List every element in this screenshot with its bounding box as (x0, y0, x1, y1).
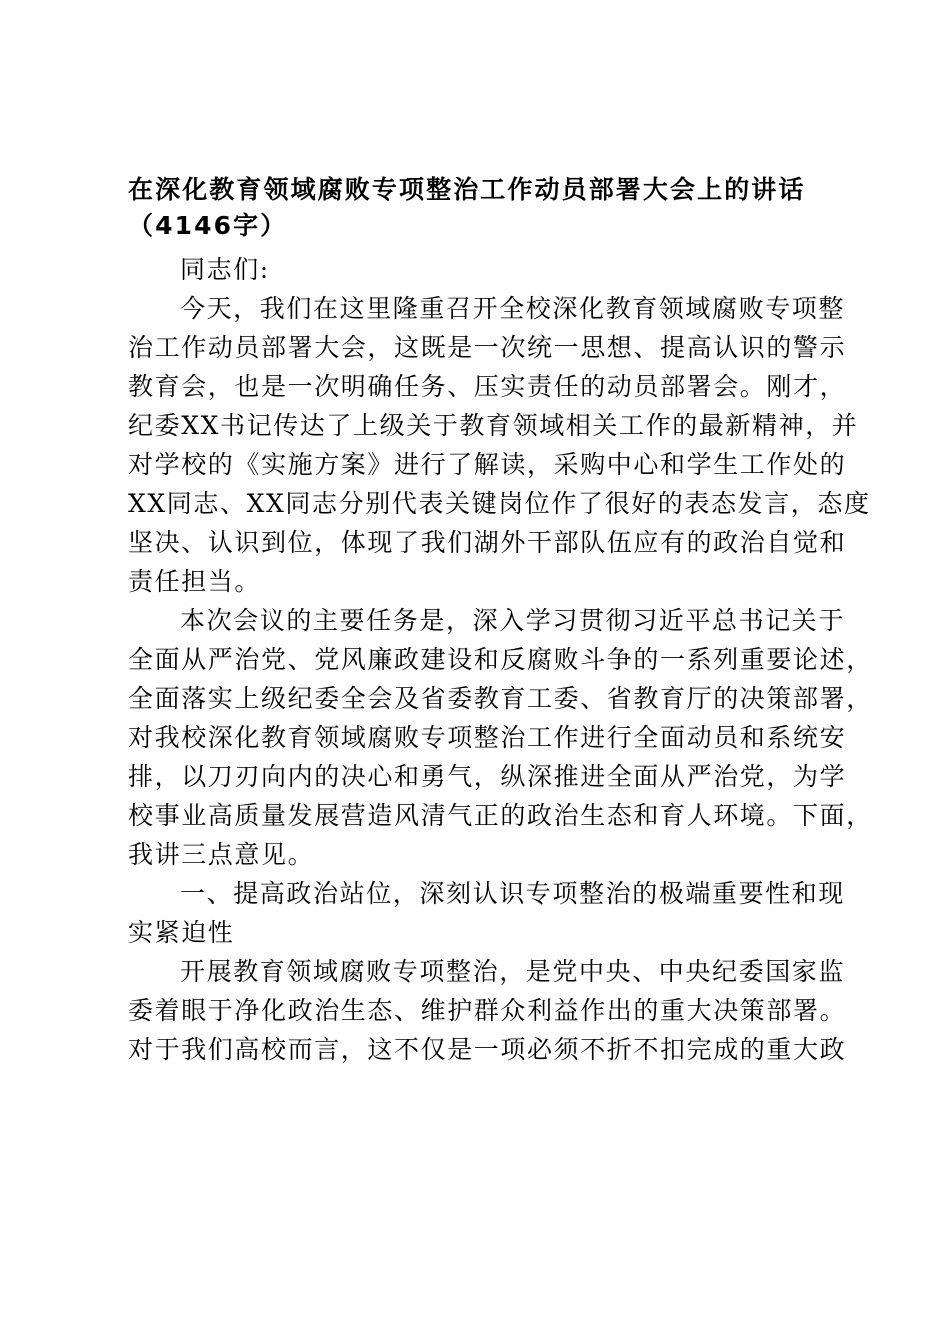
greeting (128, 250, 840, 289)
paragraph-line: 本次会议的主要任务是，深入学习贯彻习近平总书记关于 (180, 606, 846, 635)
paragraph-line: 全面落实上级纪委全会及省委教育工委、省教育厅的决策部署， (128, 684, 873, 713)
paragraph-line: 对学校的《实施方案》进行了解读，采购中心和学生工作处的 (128, 450, 847, 479)
paragraph-opening (128, 289, 871, 601)
paragraph-line: 全面从严治党、党风廉政建设和反腐败斗争的一系列重要论述， (128, 645, 873, 674)
paragraph-line: 开展教育领域腐败专项整治，是党中央、中央纪委国家监 (180, 957, 846, 986)
paragraph-section-1 (128, 952, 847, 1069)
paragraph-tasks (128, 601, 873, 874)
title-line: （4146字） (128, 211, 288, 240)
title-line: 在深化教育领域腐败专项整治工作动员部署大会上的讲话 (128, 175, 806, 204)
paragraph-line: 排，以刀刃向内的决心和勇气，纵深推进全面从严治党，为学 (128, 762, 847, 791)
paragraph-line: 委着眼于净化政治生态、维护群众利益作出的重大决策部署。 (128, 996, 847, 1025)
paragraph-line: 实紧迫性 (128, 918, 235, 947)
paragraph-line: 我讲三点意见。 (128, 840, 315, 869)
paragraph-line: XX同志、XX同志分别代表关键岗位作了很好的表态发言，态度 (128, 489, 871, 518)
paragraph-line: 纪委XX书记传达了上级关于教育领域相关工作的最新精神，并 (128, 411, 859, 440)
section-heading-1 (128, 874, 846, 952)
paragraph-line: 对我校深化教育领域腐败专项整治工作进行全面动员和系统安 (128, 723, 847, 752)
paragraph-line: 一、提高政治站位，深刻认识专项整治的极端重要性和现 (180, 879, 846, 908)
paragraph-line: 责任担当。 (128, 567, 262, 596)
paragraph-line: 对于我们高校而言，这不仅是一项必须不折不扣完成的重大政 (128, 1035, 847, 1064)
paragraph-line: 校事业高质量发展营造风清气正的政治生态和育人环境。下面， (128, 801, 873, 830)
paragraph-line: 治工作动员部署大会，这既是一次统一思想、提高认识的警示 (128, 333, 847, 362)
paragraph-line: 今天，我们在这里隆重召开全校深化教育领域腐败专项整 (180, 294, 846, 323)
paragraph-line: 教育会，也是一次明确任务、压实责任的动员部署会。刚才， (128, 372, 847, 401)
document-title (128, 172, 840, 244)
document-body (128, 172, 873, 1069)
paragraph-line: 坚决、认识到位，体现了我们湖外干部队伍应有的政治自觉和 (128, 528, 847, 557)
greeting-line: 同志们: (180, 255, 270, 284)
